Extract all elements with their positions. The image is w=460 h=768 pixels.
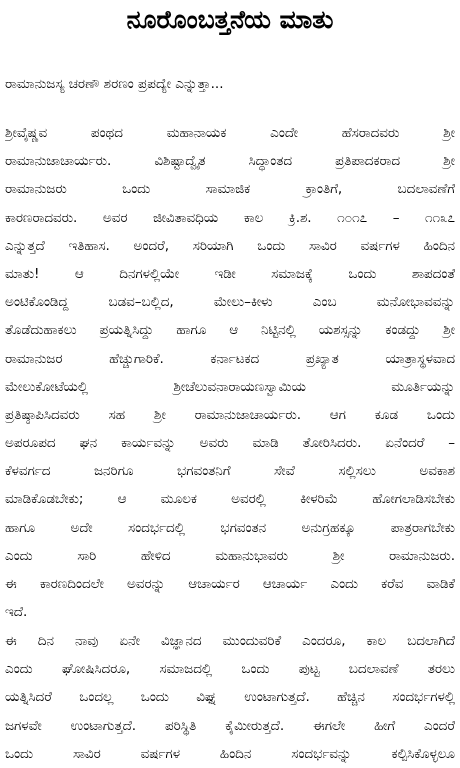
paragraph-line: ಈ ದಿನ ನಾವು ಏನೇ ವಿಜ್ಞಾನದ ಮುಂದುವರಿಕೆ ಎಂದರೂ, ಕಾಲ ಬದಲಾಗಿದೆ (5, 633, 455, 649)
paragraph-line: ಹಾಗೂ ಅದೇ ಸಂದರ್ಭದಲ್ಲಿ ಭಗವಂತನ ಅನುಗ್ರಹಕ್ಕೂ ಪಾತ್ರರಾಗಬೇಕು (5, 519, 455, 536)
paragraph-line: ಒಂದು ಸಾವಿರ ವರ್ಷಗಳ ಹಿಂದಿನ ಸಂದರ್ಭವನ್ನು ಕಲ್ಪಿಸಿಕೊಳ್ಳಲೂ (5, 745, 455, 762)
paragraph-line: ಮೇಲುಕೋಟೆಯಲ್ಲಿ ಶ್ರೀಚೆಲುವನಾರಾಯಣಸ್ವಾಮಿಯ ಮೂರ್ತಿಯನ್ನು (5, 378, 455, 395)
paragraph-1 (5, 119, 455, 626)
paragraph-line: ರಾಮಾನುಜರ ಹೆಚ್ಚುಗಾರಿಕೆ. ಕರ್ನಾಟಕದ ಪ್ರಖ್ಯಾತ ಯಾತ್ರಾಸ್ಥಳವಾದ (5, 350, 455, 367)
paragraph-line: ಎನ್ನುತ್ತದೆ ಇತಿಹಾಸ. ಅಂದರೆ, ಸರಿಯಾಗಿ ಒಂದು ಸಾವಿರ ವರ್ಷಗಳ ಹಿಂದಿನ (5, 237, 455, 254)
paragraph-line: ಪ್ರತಿಷ್ಠಾಪಿಸಿದವರು ಸಹ ಶ್ರೀ ರಾಮಾನುಜಾಚಾರ್ಯರು. ಆಗ ಕೂಡ ಒಂದು (5, 406, 455, 423)
paragraph-line: ಮಾಡಿಕೊಡಬೇಕು; ಆ ಮೂಲಕ ಅವರಲ್ಲಿ ಕೀಳರಿಮೆ ಹೋಗಲಾಡಿಸಬೇಕು (5, 491, 455, 508)
paragraph-line: ಎಂದು ಘೋಷಿಸಿದರೂ, ಸಮಾಜದಲ್ಲಿ ಒಂದು ಪುಟ್ಟ ಬದಲಾವಣೆ ತರಲು (5, 661, 455, 678)
paragraph-line: ರಾಮಾನುಜರು ಒಂದು ಸಾಮಾಜಿಕ ಕ್ರಾಂತಿಗೆ, ಬದಲಾವಣೆಗೆ (5, 181, 455, 198)
paragraph-line: ಈ ಕಾರಣದಿಂದಲೇ ಅವರನ್ನು ಆಚಾರ್ಯರ ಆಚಾರ್ಯ ಎಂದು ಕರೆವ ವಾಡಿಕೆ (5, 576, 455, 592)
paragraph-line: ಶ್ರೀವೈಷ್ಣವ ಪಂಥದ ಮಹಾನಾಯಕ ಎಂದೇ ಹೆಸರಾದವರು ಶ್ರೀ (5, 125, 455, 141)
paragraph-line: ಇದೆ. (5, 604, 28, 621)
paragraph-line: ಮಾತು! ಆ ದಿನಗಳಲ್ಲಿಯೇ ಇಡೀ ಸಮಾಜಕ್ಕೆ ಒಂದು ಶಾಪದಂತೆ (5, 265, 455, 282)
paragraph-line: ಅಪರೂಪದ ಘನ ಕಾರ್ಯವನ್ನು ಅವರು ಮಾಡಿ ತೋರಿಸಿದರು. ಏನೆಂದರೆ – (5, 435, 455, 452)
paragraph-line: ಅಂಟಿಕೊಂಡಿದ್ದ ಬಡವ–ಬಲ್ಲಿದ, ಮೇಲು–ಕೀಳು ಎಂಬ ಮನೋಭಾವವನ್ನು (5, 294, 455, 311)
paragraph-line: ಕೆಳವರ್ಗದ ಜನರಿಗೂ ಭಗವಂತನಿಗೆ ಸೇವೆ ಸಲ್ಲಿಸಲು ಅವಕಾಶ (5, 463, 455, 480)
page-title: ನೂರೊಂಬತ್ತನೆಯ ಮಾತು (126, 5, 334, 34)
paragraph-line: ಕಾರಣರಾದವರು. ಅವರ ಜೀವಿತಾವಧಿಯ ಕಾಲ ಕ್ರಿ.ಶ. ೧೦೧೭ – ೧೧೩೭ (5, 209, 455, 226)
paragraph-line: ಎಂದು ಸಾರಿ ಹೇಳಿದ ಮಹಾನುಭಾವರು ಶ್ರೀ ರಾಮಾನುಜರು. (5, 547, 455, 564)
paragraph-line: ಯತ್ನಿಸಿದರೆ ಒಂದಲ್ಲ ಒಂದು ವಿಘ್ನ ಉಂಟಾಗುತ್ತದೆ. ಹೆಚ್ಚಿನ ಸಂದರ್ಭಗಳಲ್ಲಿ (5, 689, 455, 706)
paragraph-line: ಜಗಳವೇ ಉಂಟಾಗುತ್ತದೆ. ಪರಿಸ್ಥಿತಿ ಕೈಮೀರುತ್ತದೆ. ಈಗಲೇ ಹೀಗೆ ಎಂದರೆ (5, 717, 455, 734)
paragraph-line: ರಾಮಾನುಜಾಚಾರ್ಯರು. ವಿಶಿಷ್ಟಾದ್ವೈತ ಸಿದ್ಧಾಂತದ ಪ್ರತಿಪಾದಕರಾದ ಶ್ರೀ (5, 153, 455, 170)
paragraph-line: ತೊಡೆದುಹಾಕಲು ಪ್ರಯತ್ನಿಸಿದ್ದು ಹಾಗೂ ಆ ನಿಟ್ಟಿನಲ್ಲಿ ಯಶಸ್ಸನ್ನು ಕಂಡದ್ದು ಶ್ರೀ (5, 322, 455, 339)
subtitle-line: ರಾಮಾನುಜಸ್ಯ ಚರಣೌ ಶರಣಂ ಪ್ರಪದ್ಯೇ ಎನ್ನುತ್ತಾ... (5, 76, 224, 92)
paragraph-2 (5, 627, 455, 768)
